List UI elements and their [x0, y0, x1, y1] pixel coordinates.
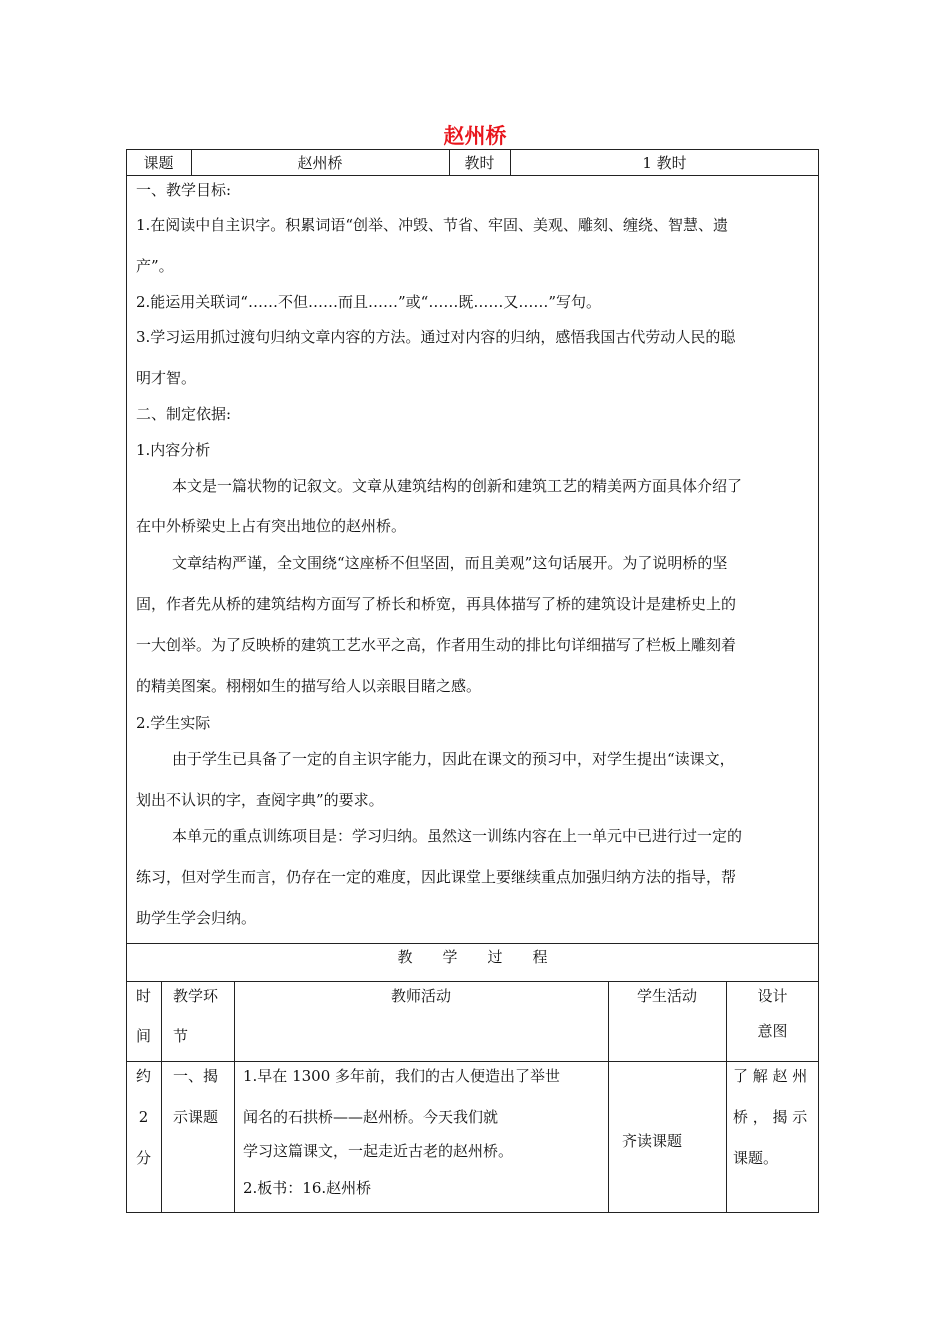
student-para-1: 由于学生已具备了一定的自主识字能力，因此在课文的预习中，对学生提出“读课文， — [172, 750, 735, 768]
goal-item-1-cont: 产”。 — [136, 257, 174, 275]
student-para-2-cont-1: 练习，但对学生而言，仍存在一定的难度，因此课堂上要继续重点加强归纳方法的指导，帮 — [136, 868, 737, 886]
page-title: 赵州桥 — [443, 124, 507, 148]
goal-item-2: 2.能运用关联词“……不但……而且……”或“……既……又……”写句。 — [136, 293, 601, 311]
content-para-2: 文章结构严谨，全文围绕“这座桥不但坚固，而且美观”这句话展开。为了说明桥的坚 — [172, 554, 728, 572]
content-para-2-cont-2: 一大创举。为了反映桥的建筑工艺水平之高，作者用生动的排比句详细描写了栏板上雕刻着 — [136, 636, 737, 654]
basis-heading: 二、制定依据: — [136, 405, 232, 423]
content-analysis-heading: 1.内容分析 — [136, 441, 211, 459]
content-para-2-cont-1: 固，作者先从桥的建筑结构方面写了桥长和桥宽，再具体描写了桥的建筑设计是建桥史上的 — [136, 595, 737, 613]
subject-value: 赵州桥 — [297, 154, 343, 172]
col-head-teacher: 教师活动 — [390, 987, 451, 1005]
goal-item-3-cont: 明才智。 — [136, 369, 197, 387]
col-divider-time — [161, 981, 162, 1213]
col-divider-stage — [234, 981, 235, 1213]
subject-label: 课题 — [143, 154, 174, 172]
hours-value: 1 教时 — [642, 154, 687, 172]
row1-time-a: 约 — [135, 1067, 151, 1085]
student-para-2: 本单元的重点训练项目是：学习归纳。虽然这一训练内容在上一单元中已进行过一定的 — [172, 827, 743, 845]
col-head-design-b: 意图 — [757, 1022, 788, 1040]
row-divider-process-heading — [126, 943, 819, 944]
student-para-1-cont: 划出不认识的字，查阅字典”的要求。 — [136, 791, 384, 809]
col-head-time-b: 间 — [135, 1027, 151, 1045]
col-head-time-a: 时 — [135, 987, 151, 1005]
col-head-design-a: 设计 — [757, 987, 788, 1005]
row1-design-b: 桥 ， 揭 示 — [733, 1108, 808, 1126]
row1-student: 齐读课题 — [621, 1132, 682, 1150]
row-divider-header — [126, 175, 819, 176]
row1-stage-b: 示课题 — [173, 1108, 219, 1126]
row-divider-column-heads — [126, 981, 819, 982]
col-divider-student — [726, 981, 727, 1213]
student-situation-heading: 2.学生实际 — [136, 714, 211, 732]
row1-time-c: 分 — [135, 1149, 151, 1167]
row1-teacher-1: 1.早在 1300 多年前，我们的古人便造出了举世 — [243, 1067, 561, 1085]
row-divider-row1 — [126, 1061, 819, 1062]
row1-design-c: 课题。 — [733, 1149, 779, 1167]
row1-design-a: 了 解 赵 州 — [733, 1067, 808, 1085]
goal-item-3: 3.学习运用抓过渡句归纳文章内容的方法。通过对内容的归纳，感悟我国古代劳动人民的聪 — [136, 328, 736, 346]
row1-teacher-4: 2.板书：16.赵州桥 — [243, 1179, 372, 1197]
hours-label: 教时 — [464, 154, 495, 172]
goal-item-1: 1.在阅读中自主识字。积累词语“创举、冲毁、节省、牢固、美观、雕刻、缠绕、智慧、遗 — [136, 216, 728, 234]
col-head-stage-b: 节 — [173, 1027, 189, 1045]
row1-stage-a: 一、揭 — [173, 1067, 219, 1085]
row1-time-b: 2 — [138, 1108, 149, 1126]
student-para-2-cont-2: 助学生学会归纳。 — [136, 909, 257, 927]
col-head-stage-a: 教学环 — [173, 987, 219, 1005]
content-para-1: 本文是一篇状物的记叙文。文章从建筑结构的创新和建筑工艺的精美两方面具体介绍了 — [172, 477, 743, 495]
row1-teacher-2: 闻名的石拱桥——赵州桥。今天我们就 — [243, 1108, 499, 1126]
content-para-1-cont: 在中外桥梁史上占有突出地位的赵州桥。 — [136, 517, 407, 535]
row1-teacher-3: 学习这篇课文，一起走近古老的赵州桥。 — [243, 1142, 514, 1160]
goals-heading: 一、教学目标: — [136, 181, 232, 199]
process-heading: 教 学 过 程 — [397, 948, 548, 966]
col-head-student: 学生活动 — [636, 987, 697, 1005]
content-para-2-cont-3: 的精美图案。栩栩如生的描写给人以亲眼目睹之感。 — [136, 677, 482, 695]
col-divider-teacher — [608, 981, 609, 1213]
